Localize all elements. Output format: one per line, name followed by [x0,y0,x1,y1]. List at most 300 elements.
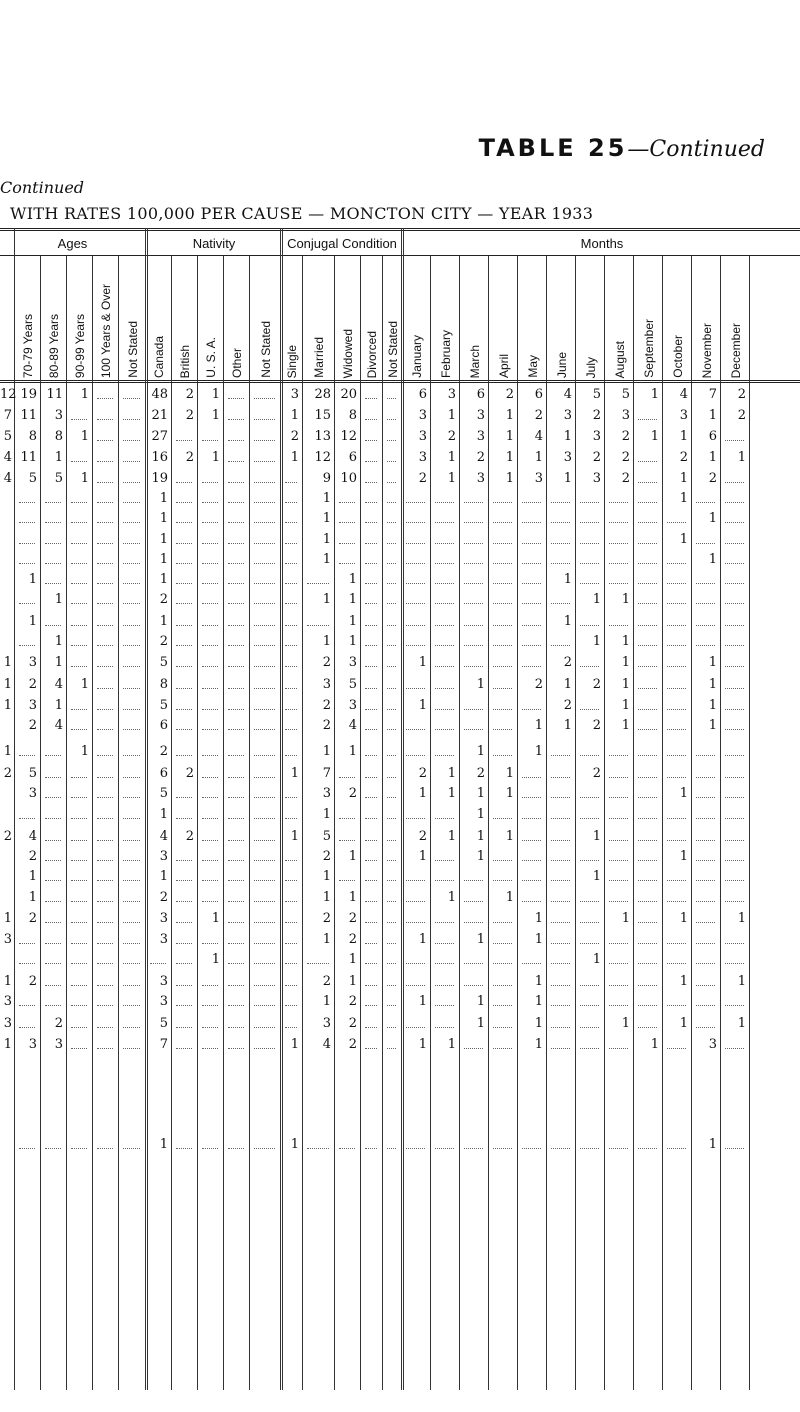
leader-dots [638,583,657,584]
leader-dots [406,563,425,564]
leader-dots [19,645,35,646]
table-cell: 2 [476,450,485,465]
leader-dots [97,1148,113,1149]
leader-dots [228,583,244,584]
table-cell: 1 [3,911,12,926]
leader-dots [71,709,87,710]
leader-dots [667,603,686,604]
leader-dots [71,563,87,564]
table-cell: 1 [211,952,220,967]
leader-dots [45,777,61,778]
table-cell: 1 [80,429,89,444]
leader-dots [365,1148,377,1149]
column-header-label: December [728,322,743,378]
table-cell: 1 [592,952,601,967]
leader-dots [493,543,512,544]
table-cell: 1 [621,911,630,926]
leader-dots [202,818,218,819]
leader-dots [435,543,454,544]
table-cell: 1 [621,718,630,733]
leader-dots [254,563,275,564]
table-cell: 1 [159,552,168,567]
leader-dots [387,860,396,861]
table-cell: 1 [708,677,717,692]
table-cell: 2 [290,429,299,444]
table-cell: 21 [151,408,168,423]
table-cell: 3 [3,994,12,1009]
leader-dots [406,583,425,584]
leader-dots [387,901,396,902]
leader-dots [638,419,657,420]
leader-dots [493,963,512,964]
leader-dots [638,543,657,544]
leader-dots [551,502,570,503]
table-cell: 1 [211,450,220,465]
leader-dots [176,1048,192,1049]
leader-dots [285,688,297,689]
table-row [0,408,800,424]
leader-dots [551,880,570,881]
table-cell: 1 [54,592,63,607]
leader-dots [228,482,244,483]
column-divider [197,256,198,1390]
table-cell: 2 [28,718,37,733]
table-cell: 3 [563,408,572,423]
leader-dots [228,1027,244,1028]
table-cell: 1 [650,429,659,444]
table-row [0,552,800,568]
table-cell: 1 [592,869,601,884]
leader-dots [551,901,570,902]
table-cell: 2 [621,450,630,465]
table-row [0,994,800,1010]
leader-dots [228,1148,244,1149]
leader-dots [228,755,244,756]
table-cell: 6 [418,387,427,402]
column-header [578,258,603,378]
leader-dots [522,666,541,667]
leader-dots [228,603,244,604]
leader-dots [45,818,61,819]
table-cell: 1 [322,807,331,822]
table-cell: 7 [159,1037,168,1052]
leader-dots [387,1048,396,1049]
table-cell: 1 [80,387,89,402]
group-nativity: Nativity [192,236,236,251]
leader-dots [696,963,715,964]
leader-dots [19,502,35,503]
leader-dots [71,583,87,584]
column-header-label: 70-79 Years [21,313,35,378]
table-cell: 5 [159,698,168,713]
leader-dots [202,543,218,544]
table-cell: 6 [159,766,168,781]
table-cell: 1 [348,634,357,649]
leader-dots [228,1005,244,1006]
table-cell: 3 [159,994,168,1009]
leader-dots [365,729,377,730]
leader-dots [667,645,686,646]
leader-dots [435,666,454,667]
leader-dots [254,963,275,964]
table-cell: 1 [476,786,485,801]
leader-dots [254,818,275,819]
table-cell: 1 [348,572,357,587]
table-cell: 2 [679,450,688,465]
leader-dots [387,583,396,584]
table-cell: 2 [348,786,357,801]
column-header-label: Widowed [341,328,355,378]
table-cell: 2 [159,744,168,759]
leader-dots [551,1027,570,1028]
leader-dots [725,880,744,881]
leader-dots [97,502,113,503]
table-cell: 1 [159,532,168,547]
leader-dots [254,625,275,626]
column-header [174,258,196,378]
leader-dots [580,755,599,756]
leader-dots [97,543,113,544]
leader-dots [406,688,425,689]
leader-dots [609,755,628,756]
table-cell: 1 [679,429,688,444]
leader-dots [580,943,599,944]
leader-dots [97,755,113,756]
table-cell: 6 [708,429,717,444]
leader-dots [609,840,628,841]
leader-dots [435,1027,454,1028]
table-row [0,786,800,802]
leader-dots [406,603,425,604]
column-header-label: Other [230,347,244,378]
column-header-label: Single [285,344,299,378]
leader-dots [254,755,275,756]
leader-dots [285,922,297,923]
leader-dots [435,755,454,756]
leader-dots [45,563,61,564]
leader-dots [551,797,570,798]
leader-dots [464,522,483,523]
table-cell: 1 [80,471,89,486]
column-divider [459,256,460,1390]
leader-dots [365,709,377,710]
leader-dots [387,840,396,841]
leader-dots [71,522,87,523]
leader-dots [406,502,425,503]
table-cell: 1 [447,408,456,423]
leader-dots [228,563,244,564]
leader-dots [19,818,35,819]
leader-dots [609,985,628,986]
leader-dots [365,922,377,923]
leader-dots [202,709,218,710]
leader-dots [97,398,113,399]
table-row [0,592,800,608]
leader-dots [667,901,686,902]
leader-dots [365,1048,377,1049]
column-header [433,258,458,378]
leader-dots [493,943,512,944]
leader-dots [228,797,244,798]
leader-dots [228,522,244,523]
table-row [0,849,800,865]
table-cell: 1 [563,677,572,692]
leader-dots [365,1027,377,1028]
leader-dots [254,461,275,462]
leader-dots [551,985,570,986]
leader-dots [365,482,377,483]
leader-dots [609,625,628,626]
column-header-label: September [641,319,656,378]
table-cell: 1 [505,766,514,781]
leader-dots [285,666,297,667]
table-cell: 5 [348,677,357,692]
leader-dots [435,625,454,626]
leader-dots [493,502,512,503]
leader-dots [71,1027,87,1028]
leader-dots [435,818,454,819]
leader-dots [551,777,570,778]
table-cell: 1 [28,869,37,884]
leader-dots [464,502,483,503]
leader-dots [638,688,657,689]
leader-dots [71,880,87,881]
table-cell: 27 [151,429,168,444]
table-cell: 13 [314,429,331,444]
leader-dots [638,840,657,841]
leader-dots [609,1148,628,1149]
table-cell: 2 [54,1016,63,1031]
leader-dots [365,688,377,689]
leader-dots [387,398,396,399]
leader-dots [696,922,715,923]
leader-dots [202,603,218,604]
leader-dots [435,880,454,881]
column-header-label: 80-89 Years [47,313,61,378]
leader-dots [725,777,744,778]
leader-dots [71,1048,87,1049]
leader-dots [228,901,244,902]
table-cell: 1 [534,932,543,947]
leader-dots [176,502,192,503]
leader-dots [123,1027,140,1028]
leader-dots [176,943,192,944]
leader-dots [123,625,140,626]
table-cell: 2 [185,387,194,402]
leader-dots [339,502,355,503]
leader-dots [667,583,686,584]
leader-dots [696,1027,715,1028]
table-cell: 1 [348,744,357,759]
table-cell: 6 [348,450,357,465]
leader-dots [97,522,113,523]
table-row [0,429,800,445]
leader-dots [580,985,599,986]
table-cell: 1 [418,786,427,801]
leader-dots [609,543,628,544]
leader-dots [435,709,454,710]
leader-dots [725,666,744,667]
leader-dots [464,922,483,923]
table-cell: 1 [418,655,427,670]
table-cell: 1 [418,849,427,864]
column-header [337,258,359,378]
leader-dots [71,797,87,798]
table-cell: 1 [708,552,717,567]
table-row [0,952,800,968]
leader-dots [667,840,686,841]
column-header [385,258,400,378]
leader-dots [123,398,140,399]
leader-dots [254,1027,275,1028]
leader-dots [45,943,61,944]
leader-dots [339,543,355,544]
leader-dots [365,860,377,861]
leader-dots [365,563,377,564]
leader-dots [387,797,396,798]
table-cell: 1 [159,511,168,526]
leader-dots [71,777,87,778]
leader-dots [725,860,744,861]
column-header-label: British [178,344,192,378]
leader-dots [123,709,140,710]
column-header [549,258,574,378]
leader-dots [45,797,61,798]
leader-dots [71,860,87,861]
table-cell: 1 [534,911,543,926]
table-cell: 1 [159,869,168,884]
leader-dots [176,709,192,710]
leader-dots [522,1148,541,1149]
table-cell: 3 [322,677,331,692]
leader-dots [71,419,87,420]
leader-dots [19,603,35,604]
column-header [252,258,279,378]
table-cell: 3 [708,1037,717,1052]
leader-dots [123,922,140,923]
table-cell: 1 [322,932,331,947]
table-cell: 1 [505,429,514,444]
table-cell: 1 [447,829,456,844]
table-cell: 3 [322,786,331,801]
table-cell: 8 [28,429,37,444]
leader-dots [123,563,140,564]
table-cell: 1 [534,1016,543,1031]
leader-dots [638,777,657,778]
table-cell: 12 [0,387,17,402]
leader-dots [254,777,275,778]
table-cell: 1 [447,766,456,781]
leader-dots [725,1148,744,1149]
table-cell: 1 [534,450,543,465]
leader-dots [435,922,454,923]
column-divider [749,256,750,1390]
table-row [0,572,800,588]
column-divider [360,256,361,1390]
table-cell: 3 [54,1037,63,1052]
table-cell: 3 [418,408,427,423]
leader-dots [638,985,657,986]
table-cell: 2 [418,471,427,486]
column-header-label: July [583,356,598,378]
leader-dots [228,625,244,626]
table-cell: 1 [592,634,601,649]
leader-dots [435,563,454,564]
leader-dots [176,522,192,523]
leader-dots [202,901,218,902]
leader-dots [387,755,396,756]
leader-dots [45,583,61,584]
leader-dots [387,985,396,986]
leader-dots [254,840,275,841]
leader-dots [696,985,715,986]
table-row [0,932,800,948]
leader-dots [339,777,355,778]
column-header [363,258,381,378]
column-divider [430,256,431,1390]
table-row [0,744,800,760]
table-cell: 7 [322,766,331,781]
continued-label: Continued [0,178,85,197]
table-cell: 2 [348,911,357,926]
table-cell: 3 [28,786,37,801]
leader-dots [406,755,425,756]
table-cell: 5 [159,1016,168,1031]
table-cell: 1 [211,408,220,423]
table-cell: 1 [563,572,572,587]
leader-dots [123,729,140,730]
leader-dots [464,666,483,667]
table-cell: 1 [650,1037,659,1052]
table-cell: 7 [708,387,717,402]
column-header-label: Not Stated [258,321,273,378]
leader-dots [522,625,541,626]
leader-dots [176,440,192,441]
leader-dots [176,482,192,483]
leader-dots [97,419,113,420]
leader-dots [435,963,454,964]
table-cell: 1 [476,1016,485,1031]
table-cell: 19 [151,471,168,486]
leader-dots [365,625,377,626]
column-divider [488,256,489,1390]
leader-dots [725,688,744,689]
leader-dots [254,440,275,441]
leader-dots [387,666,396,667]
leader-dots [228,880,244,881]
table-cell: 1 [737,1016,746,1031]
table-cell: 2 [28,849,37,864]
leader-dots [97,860,113,861]
leader-dots [202,583,218,584]
leader-dots [123,522,140,523]
leader-dots [97,440,113,441]
leader-dots [696,543,715,544]
leader-dots [71,943,87,944]
leader-dots [696,625,715,626]
leader-dots [522,645,541,646]
table-cell: 2 [348,1016,357,1031]
table-cell: 1 [322,592,331,607]
leader-dots [522,543,541,544]
leader-dots [609,522,628,523]
table-cell: 1 [737,450,746,465]
leader-dots [176,729,192,730]
leader-dots [97,963,113,964]
table-cell: 1 [290,829,299,844]
leader-dots [493,625,512,626]
leader-dots [435,502,454,503]
